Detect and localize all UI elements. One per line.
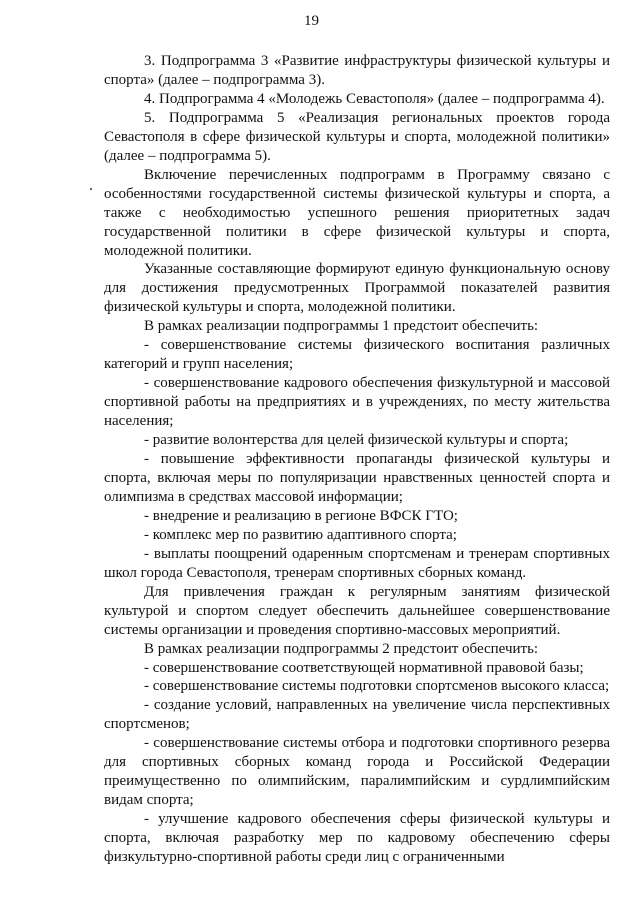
paragraph-subprogram-2-intro: В рамках реализации подпрограммы 2 предстоит обеспечить: [144, 640, 539, 657]
list-item: - совершенствование кадрового обеспечения физкультурной и массовой спортивной работы на предприятиях и в учреждениях, по месту жительства населения; [104, 375, 610, 430]
list-item: - внедрение и реализацию в регионе ВФСК ГТО; [144, 507, 458, 524]
list-item: - создание условий, направленных на увеличение числа перспективных спортсменов; [104, 697, 610, 733]
list-item: - совершенствование системы отбора и подготовки спортивного резерва для спортивных сборных команд города и Российской Федерации преимущественно по олимпийским, паралимпийским и сурдлимпийским видам спорта; [104, 735, 610, 809]
list-item: - совершенствование системы физического воспитания различных категорий и групп населения; [104, 337, 610, 373]
paragraph-mass-events: Для привлечения граждан к регулярным занятиям физической культурой и спортом следует обеспечить дальнейшее совершенствование системы организации и проведения спортивно-массовых мероприятий. [104, 583, 610, 638]
list-item: - выплаты поощрений одаренным спортсменам и тренерам спортивных школ города Севастополя, тренерам спортивных сборных команд. [104, 545, 610, 581]
paragraph-components: Указанные составляющие формируют единую функциональную основу для достижения предусмотренных Программой показателей развития физической культуры и спорта, молодежной политики. [104, 261, 610, 316]
body-text [104, 52, 610, 867]
paragraph-inclusion: Включение перечисленных подпрограмм в Программу связано с особенностями государственной системы физической культуры и спорта, а также с необходимостью успешного решения приоритетных задач государственной политики в сфере физической культуры и спорта, молодежной политики. [104, 166, 610, 259]
list-item: - улучшение кадрового обеспечения сферы физической культуры и спорта, включая разработку мер по кадровому обеспечению сферы физкультурно-спортивной работы среди лиц с ограниченными [104, 811, 610, 866]
paragraph-subprogram-1-intro: В рамках реализации подпрограммы 1 предстоит обеспечить: [144, 318, 539, 335]
list-item: - комплекс мер по развитию адаптивного спорта; [144, 526, 457, 543]
list-item: - повышение эффективности пропаганды физической культуры и спорта, включая меры по популяризации нравственных ценностей спорта и олимпизма в средствах массовой информации; [104, 451, 610, 505]
paragraph-subprogram-3: 3. Подпрограмма 3 «Развитие инфраструктуры физической культуры и спорта» (далее – подпрограмма 3). [104, 53, 610, 88]
list-item: - совершенствование системы подготовки спортсменов высокого класса; [144, 678, 610, 695]
list-item: - развитие волонтерства для целей физической культуры и спорта; [144, 432, 569, 449]
page-number: 19 [304, 13, 319, 29]
list-item: - совершенствование соответствующей нормативной правовой базы; [144, 659, 584, 676]
paragraph-subprogram-5: 5. Подпрограмма 5 «Реализация региональных проектов города Севастополя в сфере физической культуры и спорта, молодежной политики» (далее – подпрограмма 5). [104, 109, 610, 164]
paragraph-subprogram-4: 4. Подпрограмма 4 «Молодежь Севастополя» (далее – подпрограмма 4). [144, 90, 605, 107]
stray-dot-mark [90, 188, 92, 190]
